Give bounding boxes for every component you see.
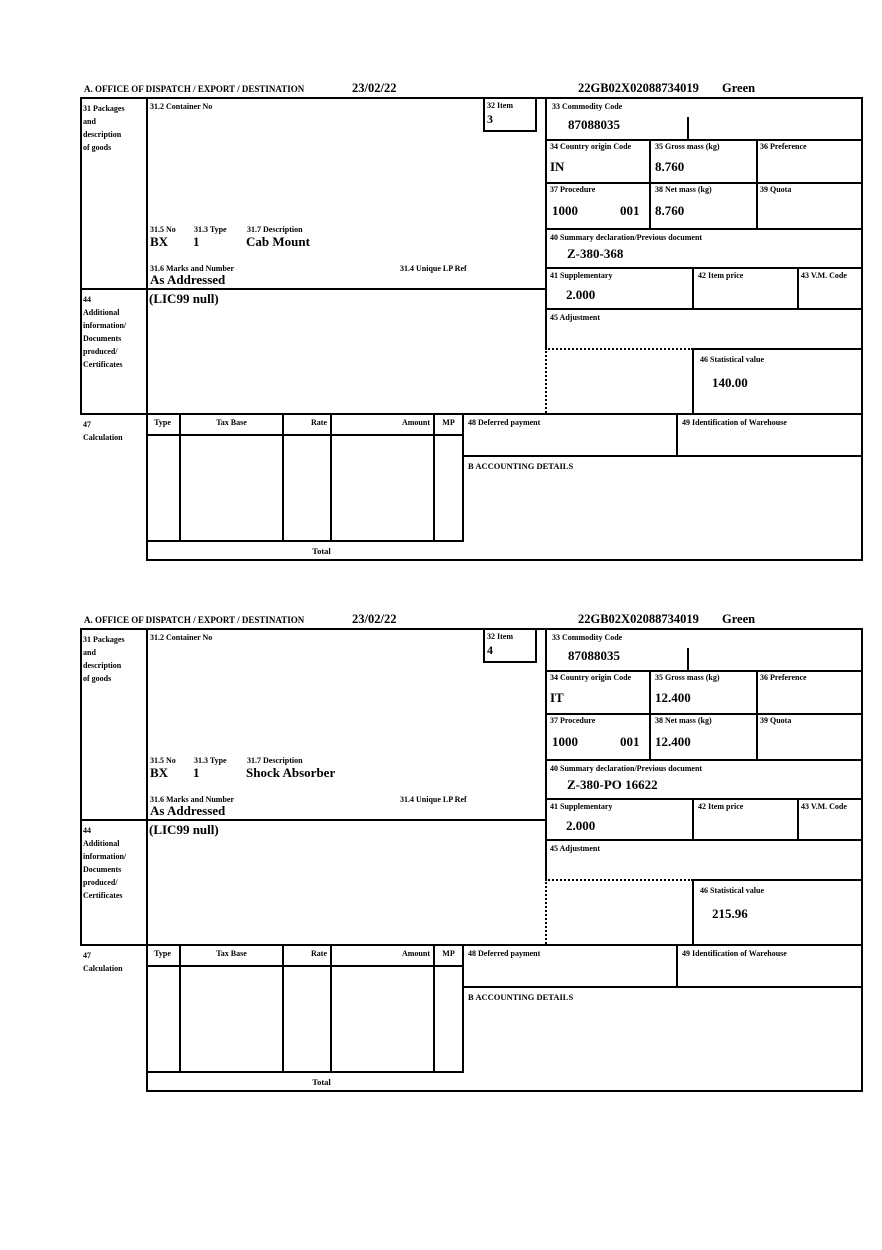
divider-line xyxy=(146,1071,464,1073)
divider-line xyxy=(146,965,464,967)
accounting-details-label: B ACCOUNTING DETAILS xyxy=(468,461,574,471)
divider-line xyxy=(545,713,863,715)
divider-line xyxy=(861,97,863,561)
divider-line xyxy=(330,944,332,1071)
item-number-label: 32 Item xyxy=(487,101,513,110)
divider-line xyxy=(146,628,148,946)
preference-label: 36 Preference xyxy=(760,142,807,151)
statistical-value-label: 46 Statistical value xyxy=(700,886,764,895)
tax-mp-header: MP xyxy=(442,949,455,958)
divider-line xyxy=(80,628,863,630)
movement-reference-number: 22GB02X02088734019 xyxy=(578,612,699,626)
statistical-value-label: 46 Statistical value xyxy=(700,355,764,364)
vm-code-label: 43 V.M. Code xyxy=(801,271,847,280)
commodity-code-label: 33 Commodity Code xyxy=(552,633,623,642)
sad-continuation-form xyxy=(80,80,863,562)
divider-line xyxy=(80,288,547,290)
item-price-label: 42 Item price xyxy=(698,802,744,811)
supplementary-value: 2.000 xyxy=(566,287,596,302)
lp-ref-label: 31.4 Unique LP Ref xyxy=(400,264,467,273)
dotted-divider-line xyxy=(545,348,693,350)
tax-amount-header: Amount xyxy=(401,949,430,958)
item-number-label: 32 Item xyxy=(487,632,513,641)
supplementary-label: 41 Supplementary xyxy=(550,271,613,280)
supplementary-value: 2.000 xyxy=(566,818,596,833)
dotted-divider-line xyxy=(545,348,547,413)
box-31-label: 31 Packages and description of goods xyxy=(83,635,125,683)
net-mass-label: 38 Net mass (kg) xyxy=(655,716,712,725)
origin-country-label: 34 Country origin Code xyxy=(550,673,632,682)
divider-line xyxy=(462,455,863,457)
divider-line xyxy=(146,97,148,415)
description-label: 31.7 Description xyxy=(247,756,303,765)
statistical-value-amount: 140.00 xyxy=(712,375,748,390)
item-price-label: 42 Item price xyxy=(698,271,744,280)
commodity-code-label: 33 Commodity Code xyxy=(552,102,623,111)
warehouse-id-label: 49 Identification of Warehouse xyxy=(682,949,787,958)
procedure-value-2: 001 xyxy=(620,203,640,218)
origin-country-value: IN xyxy=(550,159,565,174)
procedure-label: 37 Procedure xyxy=(550,716,596,725)
box-31-label: 31 Packages and description of goods xyxy=(83,104,125,152)
net-mass-value: 8.760 xyxy=(655,203,685,218)
gross-mass-label: 35 Gross mass (kg) xyxy=(655,142,720,151)
divider-line xyxy=(545,759,863,761)
net-mass-value: 12.400 xyxy=(655,734,691,749)
gross-mass-value: 12.400 xyxy=(655,690,691,705)
net-mass-label: 38 Net mass (kg) xyxy=(655,185,712,194)
total-label: Total xyxy=(312,546,331,556)
acceptance-date: 23/02/22 xyxy=(352,81,397,95)
dotted-divider-line xyxy=(545,879,547,944)
package-type-label: 31.3 Type xyxy=(194,225,227,234)
additional-info-value: (LIC99 null) xyxy=(149,291,219,306)
routing-indicator: Green xyxy=(722,612,756,626)
divider-line xyxy=(179,944,181,1071)
warehouse-id-label: 49 Identification of Warehouse xyxy=(682,418,787,427)
divider-line xyxy=(433,944,435,1071)
divider-line xyxy=(80,819,547,821)
container-no-label: 31.2 Container No xyxy=(150,633,213,642)
divider-line xyxy=(545,628,547,879)
description-label: 31.7 Description xyxy=(247,225,303,234)
divider-line xyxy=(462,944,464,1071)
divider-line xyxy=(179,413,181,540)
marks-label: 31.6 Marks and Number xyxy=(150,795,235,804)
divider-line xyxy=(797,267,799,308)
package-type-label: 31.3 Type xyxy=(194,756,227,765)
tax-base-header: Tax Base xyxy=(216,949,247,958)
divider-line xyxy=(462,986,863,988)
divider-line xyxy=(676,944,678,988)
additional-info-value: (LIC99 null) xyxy=(149,822,219,837)
lp-ref-label: 31.4 Unique LP Ref xyxy=(400,795,467,804)
divider-line xyxy=(545,267,863,269)
divider-line xyxy=(80,628,82,946)
divider-line xyxy=(282,944,284,1071)
divider-line xyxy=(797,798,799,839)
divider-line xyxy=(545,670,863,672)
divider-line xyxy=(861,628,863,1092)
box-44-label: 44 Additional information/ Documents produced/ Certificates xyxy=(83,826,127,900)
package-no-label: 31.5 No xyxy=(150,225,176,234)
commodity-code-value: 87088035 xyxy=(568,117,620,132)
divider-line xyxy=(146,1090,863,1092)
commodity-code-tick xyxy=(687,117,689,141)
tax-base-header: Tax Base xyxy=(216,418,247,427)
package-no-label: 31.5 No xyxy=(150,756,176,765)
package-no-value: BX xyxy=(150,765,169,780)
description-value: Shock Absorber xyxy=(246,765,336,780)
origin-country-label: 34 Country origin Code xyxy=(550,142,632,151)
divider-line xyxy=(146,434,464,436)
adjustment-label: 45 Adjustment xyxy=(550,844,601,853)
divider-line xyxy=(545,798,863,800)
divider-line xyxy=(146,559,863,561)
tax-rate-header: Rate xyxy=(311,418,327,427)
procedure-label: 37 Procedure xyxy=(550,185,596,194)
adjustment-label: 45 Adjustment xyxy=(550,313,601,322)
previous-document-value: Z-380-368 xyxy=(567,246,624,261)
accounting-details-label: B ACCOUNTING DETAILS xyxy=(468,992,574,1002)
divider-line xyxy=(80,97,82,415)
marks-label: 31.6 Marks and Number xyxy=(150,264,235,273)
previous-document-label: 40 Summary declaration/Previous document xyxy=(550,233,703,242)
package-type-value: 1 xyxy=(193,765,200,780)
quota-label: 39 Quota xyxy=(760,716,792,725)
quota-label: 39 Quota xyxy=(760,185,792,194)
supplementary-label: 41 Supplementary xyxy=(550,802,613,811)
item-number-value: 3 xyxy=(487,112,493,126)
total-label: Total xyxy=(312,1077,331,1087)
office-of-dispatch-title: A. OFFICE OF DISPATCH / EXPORT / DESTINATION xyxy=(84,615,305,625)
gross-mass-value: 8.760 xyxy=(655,159,685,174)
divider-line xyxy=(692,798,694,839)
statistical-value-amount: 215.96 xyxy=(712,906,748,921)
origin-country-value: IT xyxy=(550,690,564,705)
divider-line xyxy=(545,308,863,310)
gross-mass-label: 35 Gross mass (kg) xyxy=(655,673,720,682)
divider-line xyxy=(545,839,863,841)
divider-line xyxy=(692,267,694,308)
package-type-value: 1 xyxy=(193,234,200,249)
procedure-value: 1000 xyxy=(552,203,578,218)
divider-line xyxy=(80,97,863,99)
divider-line xyxy=(146,540,464,542)
marks-value: As Addressed xyxy=(150,272,226,287)
marks-value: As Addressed xyxy=(150,803,226,818)
description-value: Cab Mount xyxy=(246,234,310,249)
container-no-label: 31.2 Container No xyxy=(150,102,213,111)
divider-line xyxy=(545,97,547,348)
divider-line xyxy=(282,413,284,540)
procedure-value: 1000 xyxy=(552,734,578,749)
tax-type-header: Type xyxy=(154,418,171,427)
procedure-value-2: 001 xyxy=(620,734,640,749)
previous-document-value: Z-380-PO 16622 xyxy=(567,777,658,792)
previous-document-label: 40 Summary declaration/Previous document xyxy=(550,764,703,773)
box-47-label: 47 Calculation xyxy=(83,951,123,973)
tax-rate-header: Rate xyxy=(311,949,327,958)
tax-type-header: Type xyxy=(154,949,171,958)
acceptance-date: 23/02/22 xyxy=(352,612,397,626)
divider-line xyxy=(545,139,863,141)
deferred-payment-label: 48 Deferred payment xyxy=(468,418,541,427)
commodity-code-value: 87088035 xyxy=(568,648,620,663)
divider-line xyxy=(330,413,332,540)
dotted-divider-line xyxy=(545,879,693,881)
tax-amount-header: Amount xyxy=(401,418,430,427)
tax-mp-header: MP xyxy=(442,418,455,427)
routing-indicator: Green xyxy=(722,81,756,95)
box-44-label: 44 Additional information/ Documents produced/ Certificates xyxy=(83,295,127,369)
package-no-value: BX xyxy=(150,234,169,249)
divider-line xyxy=(545,182,863,184)
office-of-dispatch-title: A. OFFICE OF DISPATCH / EXPORT / DESTINATION xyxy=(84,84,305,94)
divider-line xyxy=(545,228,863,230)
deferred-payment-label: 48 Deferred payment xyxy=(468,949,541,958)
item-number-value: 4 xyxy=(487,643,493,657)
divider-line xyxy=(462,413,464,540)
commodity-code-tick xyxy=(687,648,689,672)
movement-reference-number: 22GB02X02088734019 xyxy=(578,81,699,95)
vm-code-label: 43 V.M. Code xyxy=(801,802,847,811)
box-47-label: 47 Calculation xyxy=(83,420,123,442)
divider-line xyxy=(433,413,435,540)
sad-continuation-form xyxy=(80,611,863,1093)
preference-label: 36 Preference xyxy=(760,673,807,682)
divider-line xyxy=(676,413,678,457)
